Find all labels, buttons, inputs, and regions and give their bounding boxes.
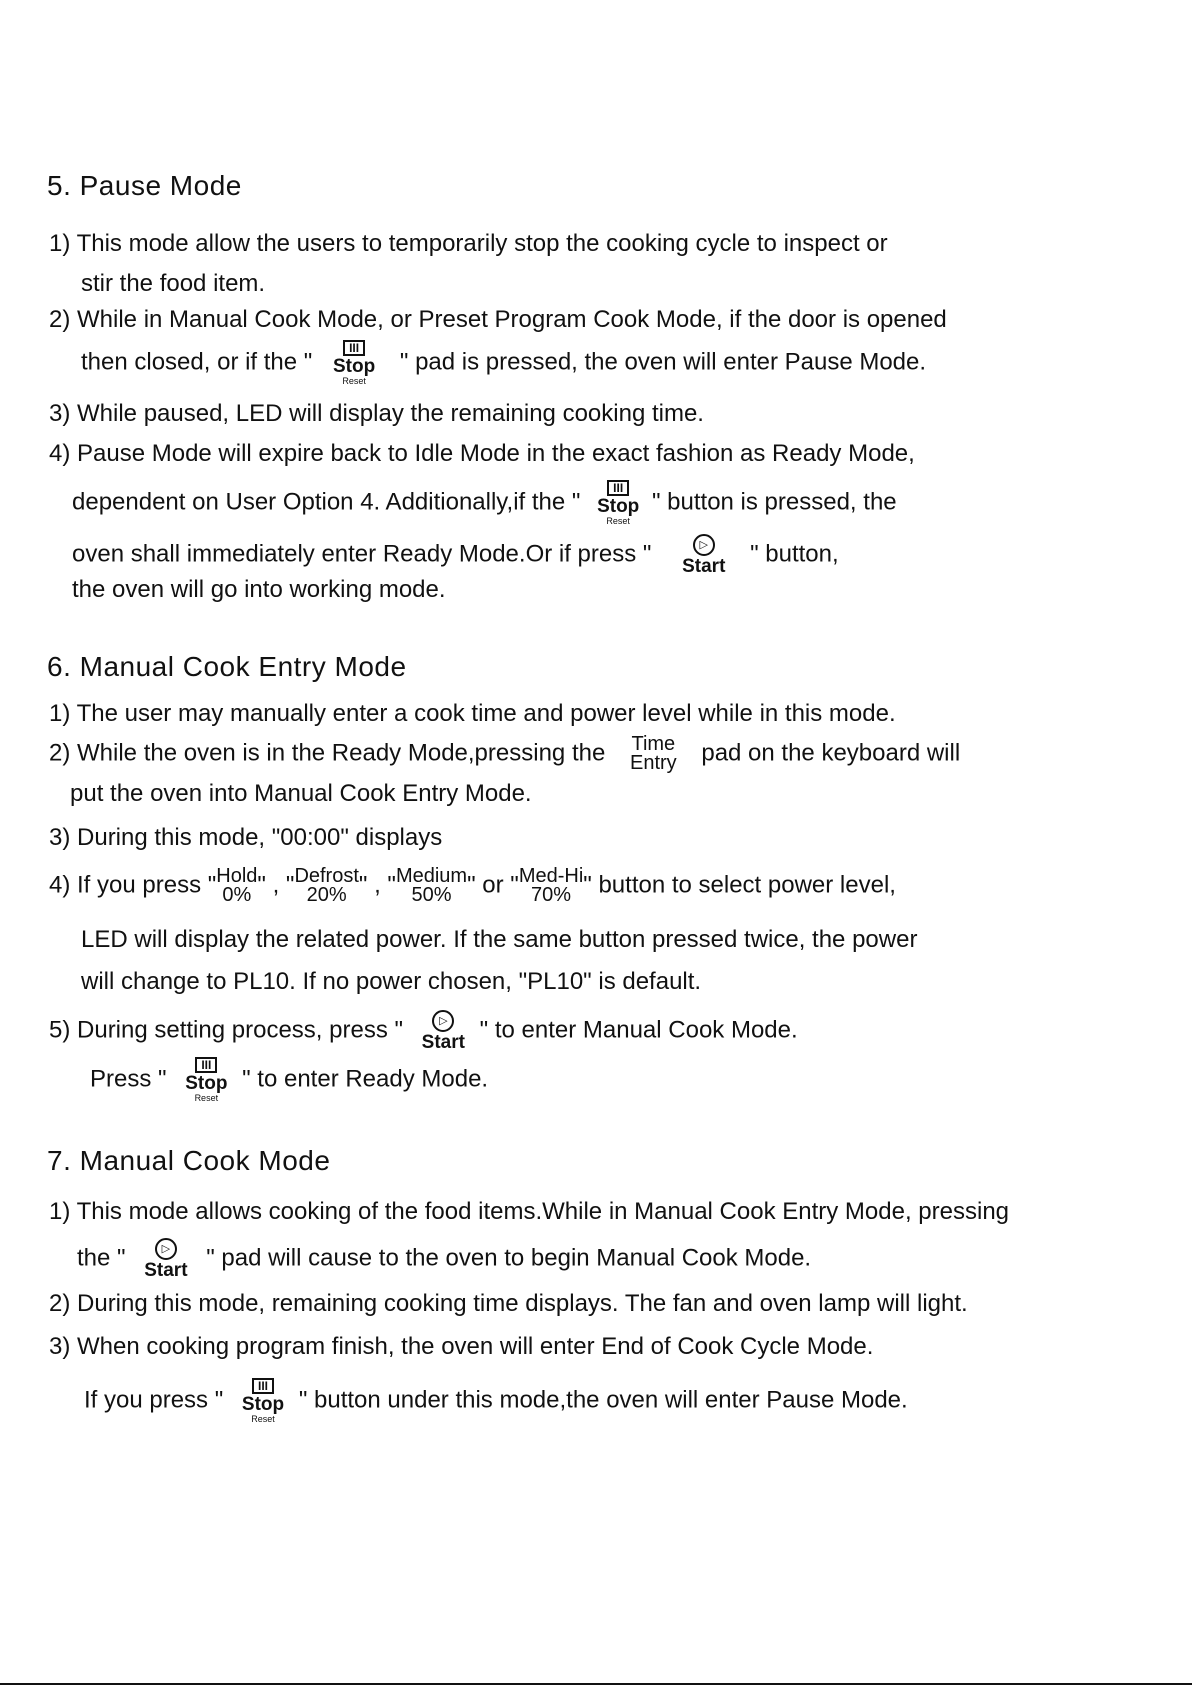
s6-line-5-b: " button to select power level,: [583, 871, 896, 899]
med-hi-pad-icon: Med-Hi 70%: [518, 865, 584, 906]
s6-line-5: 4) If you press " Hold 0% " , " Defrost 20% " , " Medium 50% " or " Med-Hi 70% " button to select power level,: [49, 865, 896, 906]
section-6-title: 6. Manual Cook Entry Mode: [47, 651, 407, 682]
s5-line-8: [72, 534, 839, 576]
s7-line-2: [77, 1238, 811, 1280]
stop-reset-icon: III Stop Reset: [185, 1058, 228, 1103]
s6-line-8-a: 5) During setting process, press ": [49, 1016, 403, 1044]
s6-line-5-a: 4) If you press ": [49, 871, 217, 899]
s6-line-9-a: Press ": [90, 1065, 167, 1093]
s6-line-7: will change to PL10. If no power chosen, "PL10" is default.: [81, 968, 702, 995]
s7-line-4: 3) When cooking program finish, the oven will enter End of Cook Cycle Mode.: [49, 1333, 874, 1360]
s6-line-4: 3) During this mode, "00:00" displays: [49, 824, 443, 851]
section-7-title: 7. Manual Cook Mode: [47, 1145, 331, 1176]
s6-line-8-b: " to enter Manual Cook Mode.: [479, 1016, 798, 1044]
s6-line-2-b: pad on the keyboard will: [701, 739, 961, 767]
stop-reset-icon: III Stop Reset: [597, 481, 640, 526]
s5-line-6: 4) Pause Mode will expire back to Idle Mode in the exact fashion as Ready Mode,: [49, 440, 915, 467]
s6-line-9: [90, 1057, 488, 1103]
s5-line-7: [72, 480, 897, 526]
s6-line-3: put the oven into Manual Cook Entry Mode.: [70, 780, 532, 807]
s6-line-6: LED will display the related power. If the same button pressed twice, the power: [81, 926, 918, 953]
s6-line-1: 1) The user may manually enter a cook time and power level while in this mode.: [49, 700, 896, 727]
s5-line-4-b: " pad is pressed, the oven will enter Pause Mode.: [399, 348, 927, 376]
s5-line-3: 2) While in Manual Cook Mode, or Preset Program Cook Mode, if the door is opened: [49, 306, 947, 333]
s5-line-2: stir the food item.: [81, 270, 266, 297]
s7-line-1: 1) This mode allows cooking of the food items.While in Manual Cook Entry Mode, pressing: [49, 1198, 1010, 1225]
medium-pad-icon: Medium 50%: [395, 865, 468, 906]
s6-line-9-b: " to enter Ready Mode.: [242, 1065, 489, 1093]
s7-line-5: [84, 1378, 908, 1424]
s5-line-7-b: " button is pressed, the: [651, 488, 897, 516]
s5-line-8-a: oven shall immediately enter Ready Mode.Or if press ": [72, 540, 652, 568]
hold-pad-icon: Hold 0%: [216, 865, 258, 906]
s7-line-5-b: " button under this mode,the oven will enter Pause Mode.: [298, 1386, 908, 1414]
section-5-title: 5. Pause Mode: [47, 170, 242, 201]
s5-line-1: 1) This mode allow the users to temporarily stop the cooking cycle to inspect or: [49, 230, 888, 257]
start-icon: ▷ Start: [144, 1238, 187, 1280]
s7-line-5-a: If you press ": [84, 1386, 224, 1414]
s5-line-4-a: then closed, or if the ": [81, 348, 313, 376]
s6-line-2-a: 2) While the oven is in the Ready Mode,pressing the: [49, 739, 606, 767]
s5-line-9: the oven will go into working mode.: [72, 576, 446, 603]
s6-line-2: [49, 735, 960, 773]
s5-line-8-b: " button,: [750, 540, 839, 568]
time-entry-pad-icon: Time Entry: [629, 733, 677, 774]
start-icon: ▷ Start: [682, 534, 725, 576]
start-icon: ▷ Start: [422, 1010, 465, 1052]
s7-line-3: 2) During this mode, remaining cooking time displays. The fan and oven lamp will light.: [49, 1290, 968, 1317]
s7-line-2-b: " pad will cause to the oven to begin Manual Cook Mode.: [206, 1244, 812, 1272]
s5-line-7-a: dependent on User Option 4. Additionally,if the ": [72, 488, 581, 516]
s7-line-2-a: the ": [77, 1244, 126, 1272]
s6-line-8: [49, 1010, 798, 1052]
s5-line-5: 3) While paused, LED will display the remaining cooking time.: [49, 400, 704, 427]
s5-line-4: [81, 340, 926, 386]
stop-reset-icon: III Stop Reset: [241, 1379, 285, 1424]
stop-reset-icon: III Stop Reset: [333, 341, 376, 386]
defrost-pad-icon: Defrost 20%: [294, 865, 359, 906]
